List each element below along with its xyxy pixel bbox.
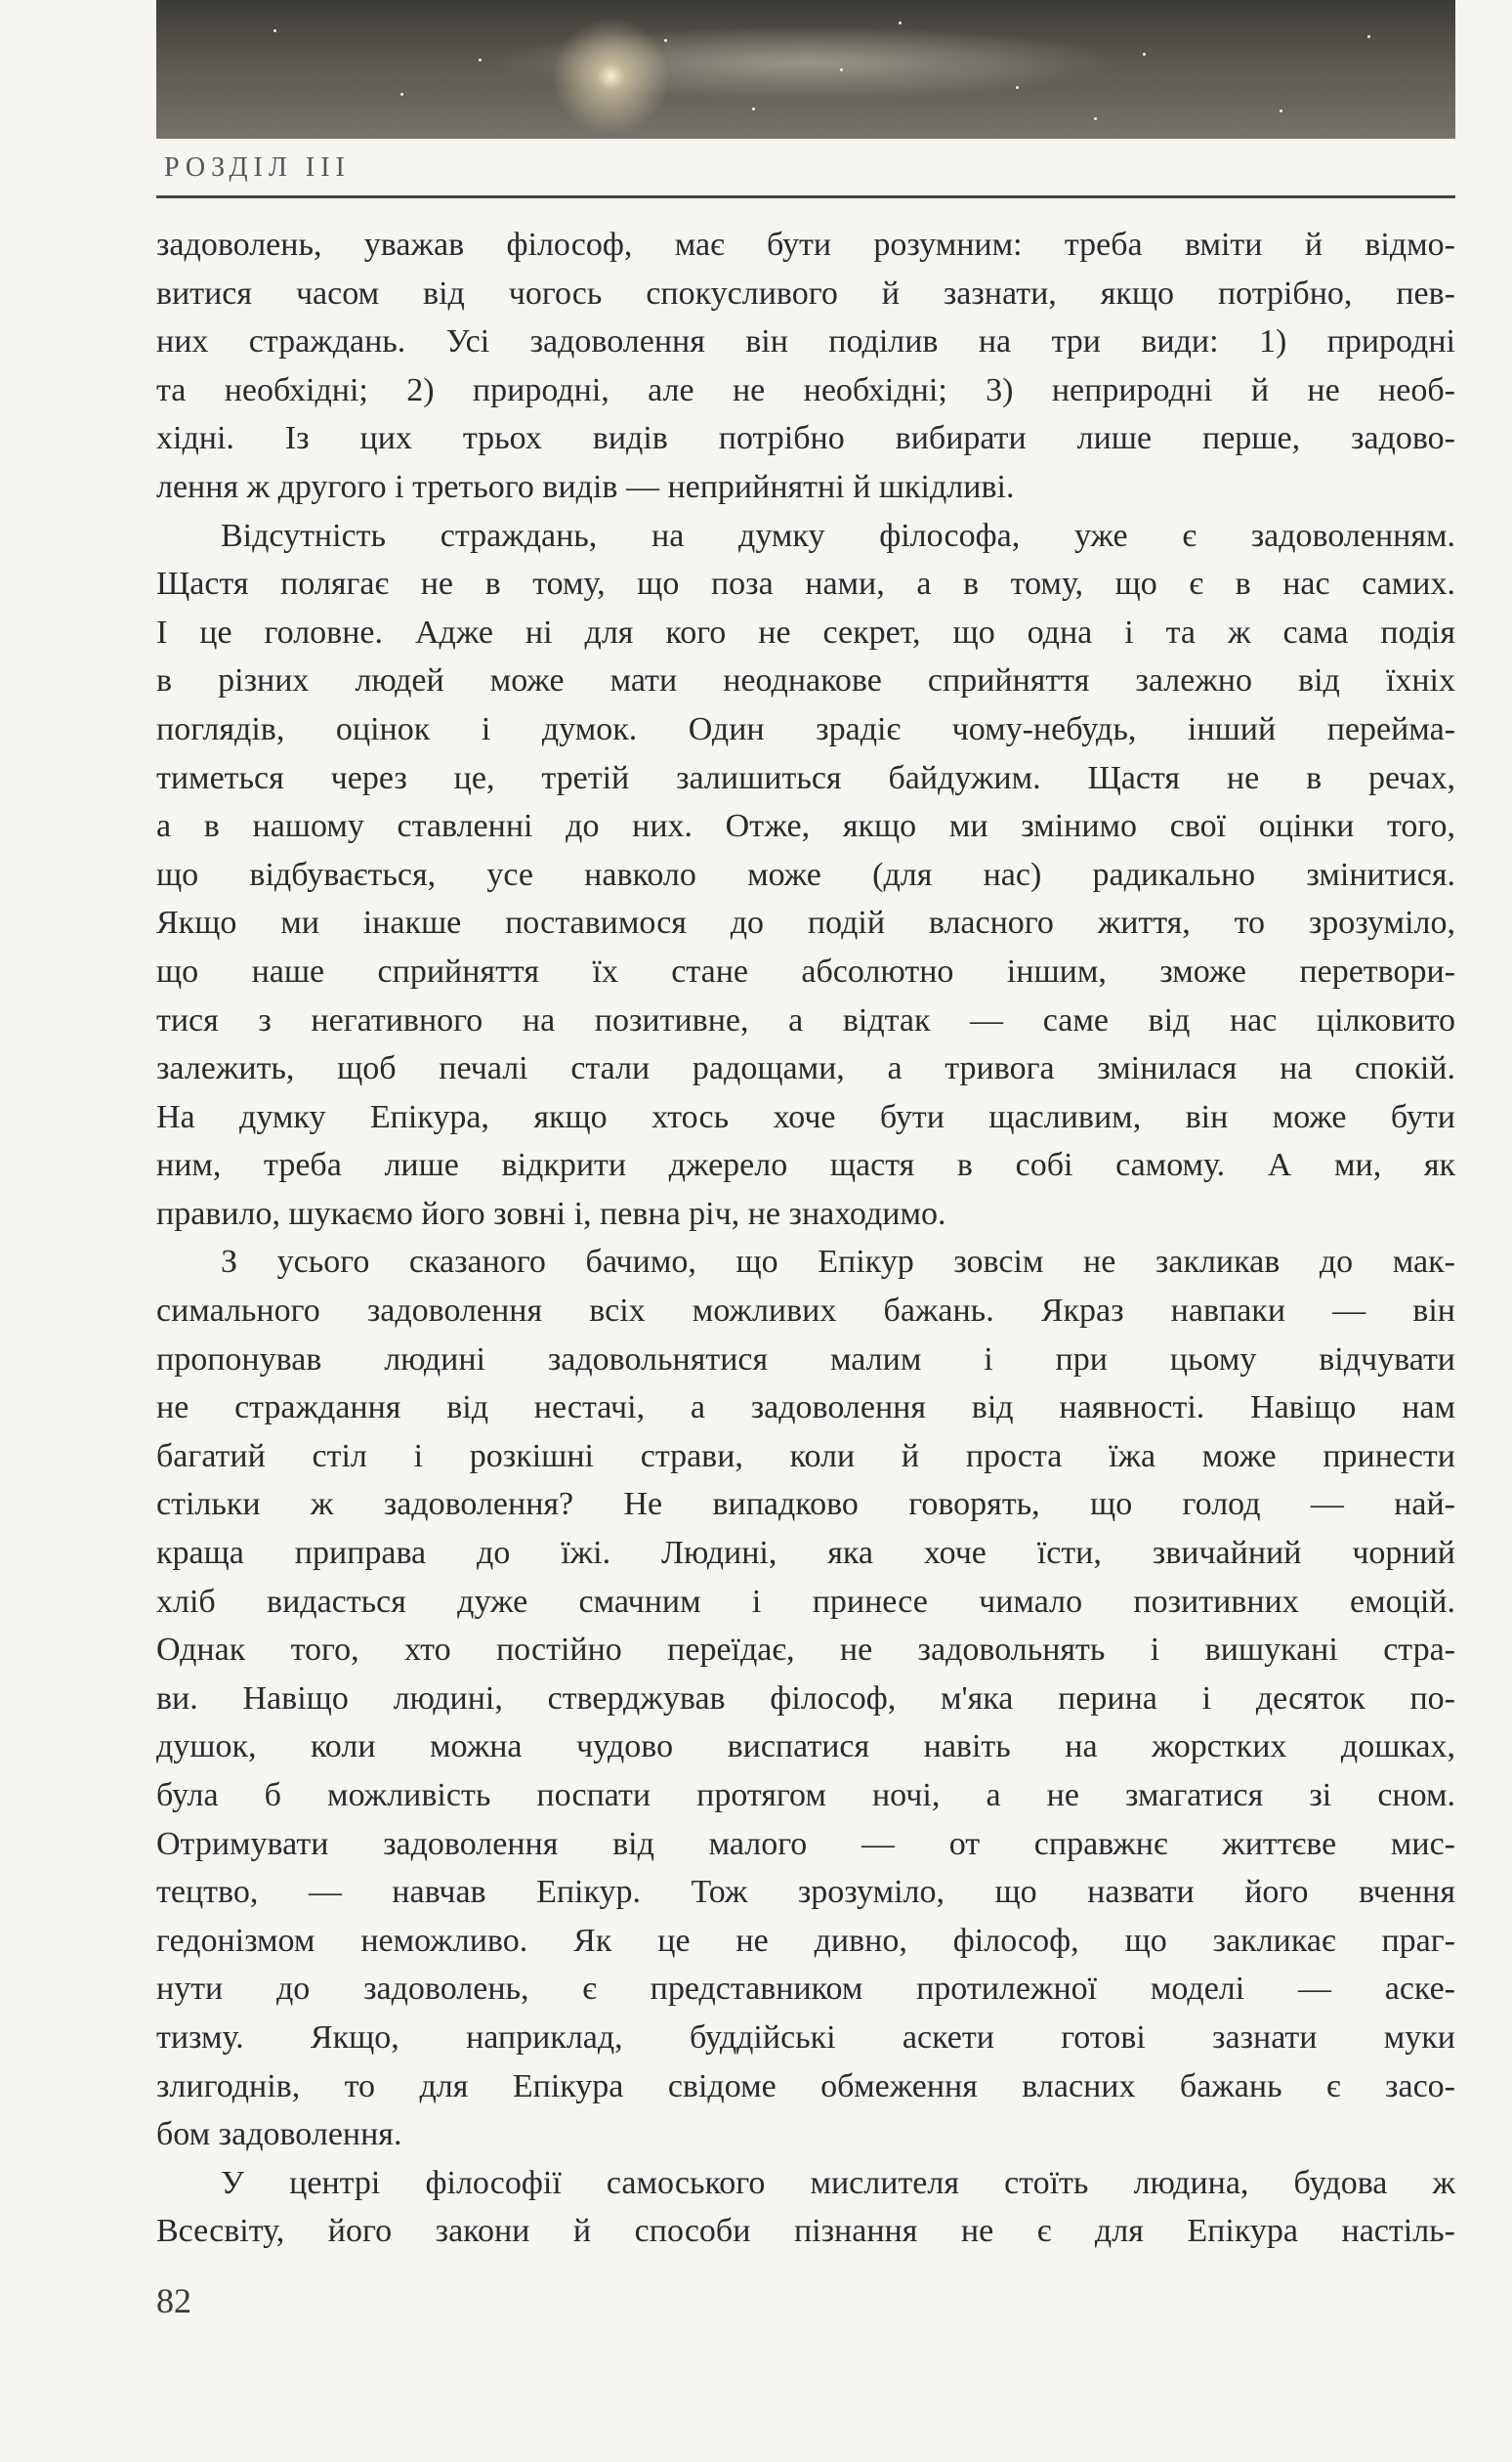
text-line: У центрі філософії самоського мислителя стоїть людина, будова ж xyxy=(221,2164,1455,2201)
text-line: що відбувається, усе навколо може (для нас) радикально змінитися. xyxy=(156,856,1455,893)
text-line: не страждання від нестачі, а задоволення від наявності. Навіщо нам xyxy=(156,1389,1455,1426)
text-line: тися з негативного на позитивне, а відтак — саме від нас цілковито xyxy=(156,1001,1455,1039)
text-line: правило, шукаємо його зовні і, певна річ, не знаходимо. xyxy=(156,1195,946,1232)
page-number: 82 xyxy=(156,2281,191,2320)
text-line: злигоднів, то для Епікура свідоме обмеження власних бажань є засо- xyxy=(156,2067,1455,2104)
text-line: тиметься через це, третій залишиться байдужим. Щастя не в речах, xyxy=(156,759,1455,796)
text-line: На думку Епікура, якщо хтось хоче бути щасливим, він може бути xyxy=(156,1098,1455,1135)
text-line: пропонував людині задовольнятися малим і при цьому відчувати xyxy=(156,1340,1455,1378)
text-line: З усього сказаного бачимо, що Епікур зовсім не закликав до мак- xyxy=(221,1244,1455,1281)
text-line: І це головне. Адже ні для кого не секрет, що одна і та ж сама подія xyxy=(156,614,1455,651)
text-line: Відсутність страждань, на думку філософа, уже є задоволенням. xyxy=(221,517,1455,554)
text-line: бом задоволення. xyxy=(156,2116,402,2153)
text-line: хідні. Із цих трьох видів потрібно вибирати лише перше, задово- xyxy=(156,420,1455,457)
text-line: а в нашому ставленні до них. Отже, якщо ми змінимо свої оцінки того, xyxy=(156,808,1455,845)
text-line: багатий стіл і розкішні страви, коли й проста їжа може принести xyxy=(156,1437,1455,1474)
text-line: задоволень, уважав філософ, має бути розумним: треба вміти й відмо- xyxy=(156,227,1455,263)
text-line: краща приправа до їжі. Людині, яка хоче їсти, звичайний чорний xyxy=(156,1535,1455,1572)
text-line: нути до задоволень, є представником протилежної моделі — аске- xyxy=(156,1971,1455,2008)
header-starfield-image xyxy=(156,0,1455,139)
text-line: та необхідні; 2) природні, але не необхідні; 3) неприродні й не необ- xyxy=(156,371,1455,408)
text-line: симального задоволення всіх можливих бажань. Якраз навпаки — він xyxy=(156,1293,1455,1330)
text-line: витися часом від чогось спокусливого й зазнати, якщо потрібно, пев- xyxy=(156,275,1455,312)
text-line: ним, треба лише відкрити джерело щастя в собі самому. А ми, як xyxy=(156,1147,1455,1184)
header-rule xyxy=(156,195,1455,198)
text-line: що наше сприйняття їх стане абсолютно іншим, зможе перетвори- xyxy=(156,953,1455,990)
text-line: них страждань. Усі задоволення він поділив на три види: 1) природні xyxy=(156,323,1455,361)
text-line: тизму. Якщо, наприклад, буддійські аскети готові зазнати муки xyxy=(156,2018,1455,2056)
text-line: була б можливість поспати протягом ночі, а не змагатися зі сном. xyxy=(156,1777,1455,1813)
text-line: Всесвіту, його закони й способи пізнання не є для Епікура настіль- xyxy=(156,2213,1455,2250)
text-line: поглядів, оцінок і думок. Один зрадіє чому-небудь, інший перейма- xyxy=(156,710,1455,747)
text-line: Однак того, хто постійно переїдає, не задовольнять і вишукані стра- xyxy=(156,1632,1455,1669)
chapter-label: РОЗДІЛ ІІІ xyxy=(164,152,351,183)
text-line: Отримувати задоволення від малого — от справжнє життєве мис- xyxy=(156,1825,1455,1862)
text-line: душок, коли можна чудово виспатися навіть на жорстких дошках, xyxy=(156,1728,1455,1765)
body-text xyxy=(156,221,1455,2256)
text-line: лення ж другого і третього видів — неприйнятні й шкідливі. xyxy=(156,468,1015,505)
text-line: Щастя полягає не в тому, що поза нами, а в тому, що є в нас самих. xyxy=(156,566,1455,603)
text-line: ви. Навіщо людині, стверджував філософ, м'яка перина і десяток по- xyxy=(156,1679,1455,1717)
text-line: тецтво, — навчав Епікур. Тож зрозуміло, що назвати його вчення xyxy=(156,1874,1455,1911)
text-line: гедонізмом неможливо. Як це не дивно, філософ, що закликає праг- xyxy=(156,1922,1455,1959)
text-line: залежить, щоб печалі стали радощами, а тривога змінилася на спокій. xyxy=(156,1050,1455,1087)
text-line: хліб видасться дуже смачним і принесе чимало позитивних емоцій. xyxy=(156,1583,1455,1620)
text-line: стільки ж задоволення? Не випадково говорять, що голод — най- xyxy=(156,1486,1455,1523)
text-line: Якщо ми інакше поставимося до подій власного життя, то зрозуміло, xyxy=(156,905,1455,942)
text-line: в різних людей може мати неоднакове сприйняття залежно від їхніх xyxy=(156,662,1455,700)
